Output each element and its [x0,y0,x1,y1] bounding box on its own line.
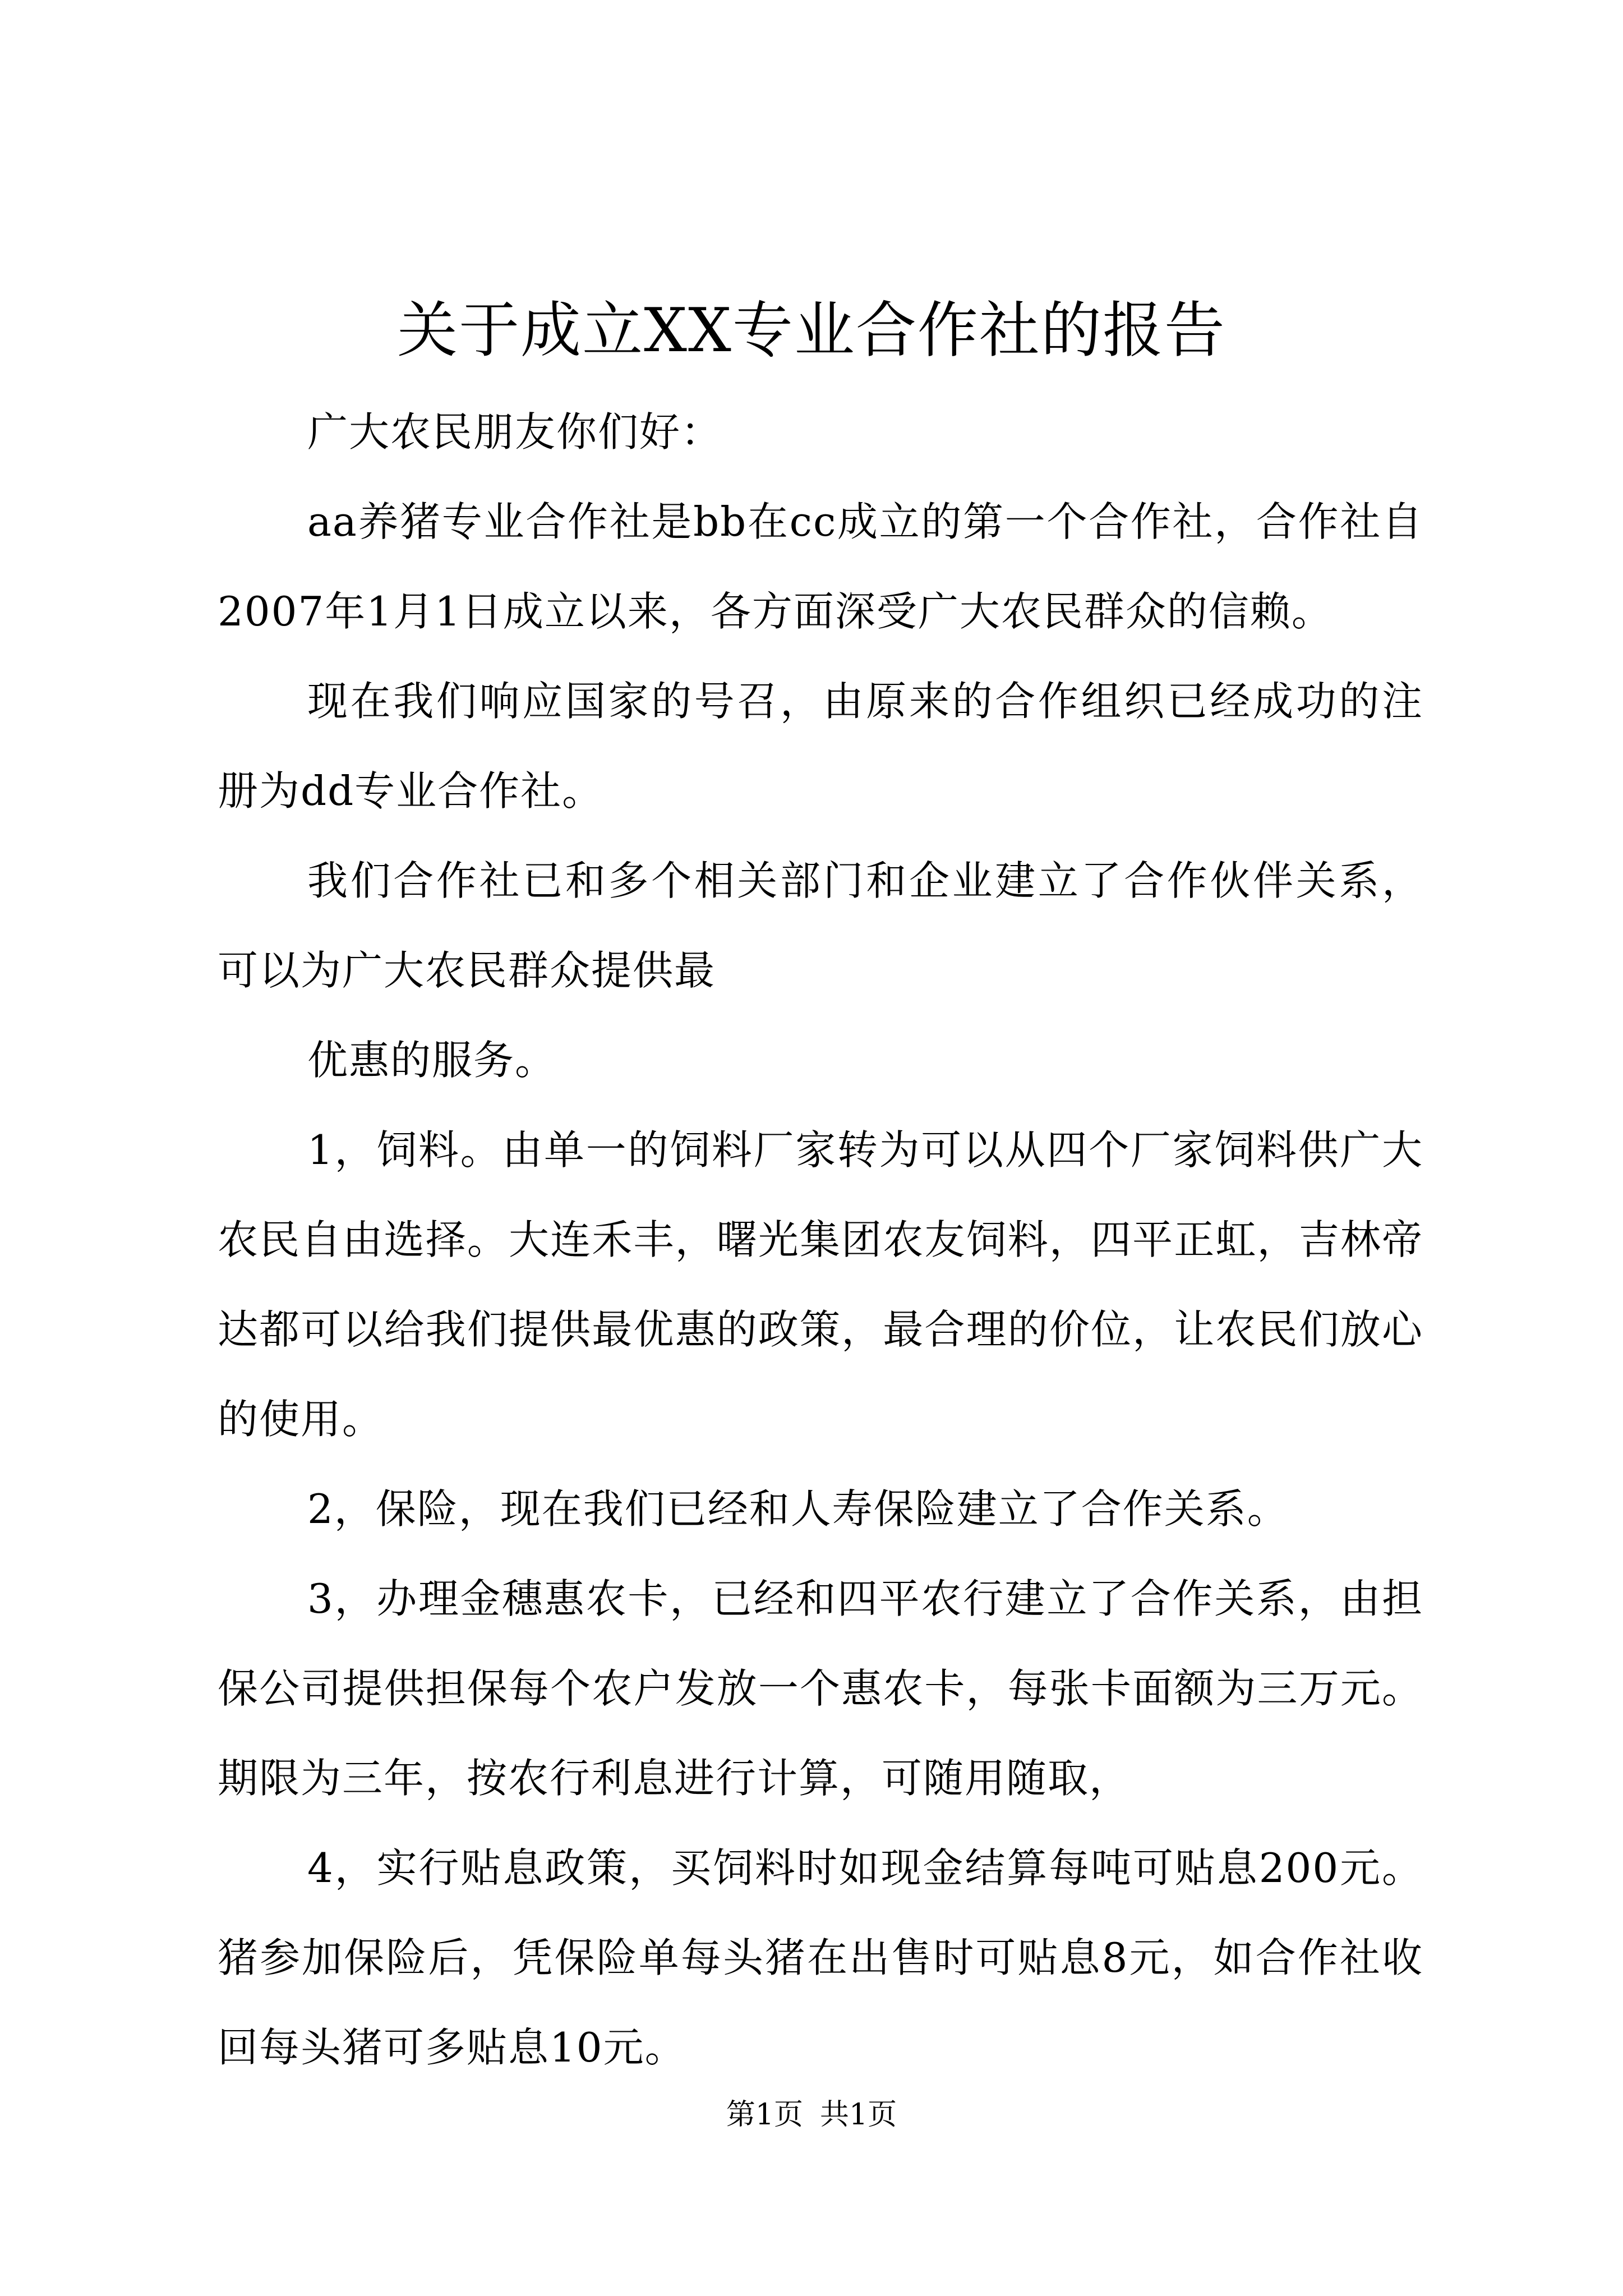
paragraph-partnerships: 我们合作社已和多个相关部门和企业建立了合作伙伴关系，可以为广大农民群众提供最 [218,857,1423,994]
paragraph-intro: aa养猪专业合作社是bb在cc成立的第一个合作社，合作社自2007年1月1日成立以来，各方面深受广大农民群众的信赖。 [218,498,1423,635]
document-title: 关于成立XX专业合作社的报告 [397,296,1226,366]
page-footer [0,2095,1623,2134]
paragraph-item-insurance: 2，保险，现在我们已经和人寿保险建立了合作关系。 [307,1485,1289,1533]
paragraph-item-feed: 1，饲料。由单一的饲料厂家转为可以从四个厂家饲料供广大农民自由选择。大连禾丰，曙光集团农友饲料，四平正虹，吉林帝达都可以给我们提供最优惠的政策，最合理的价位，让农民们放心的使用。 [218,1126,1423,1443]
document-body [218,387,1423,2092]
page-total: 共1页 [820,2098,897,2132]
paragraph-services: 优惠的服务。 [307,1037,557,1084]
paragraph-item-subsidy: 4，实行贴息政策，买饲料时如现金结算每吨可贴息200元。猪参加保险后，凭保险单每头猪在出售时可贴息8元，如合作社收回每头猪可多贴息10元。 [218,1844,1423,2071]
paragraph-item-card: 3，办理金穗惠农卡，已经和四平农行建立了合作关系，由担保公司提供担保每个农户发放一个惠农卡，每张卡面额为三万元。期限为三年，按农行利息进行计算，可随用随取， [218,1575,1423,1802]
page-number: 第1页 [726,2098,803,2132]
paragraph-greeting: 广大农民朋友你们好： [307,408,723,455]
paragraph-registration: 现在我们响应国家的号召，由原来的合作组织已经成功的注册为dd专业合作社。 [218,678,1423,815]
